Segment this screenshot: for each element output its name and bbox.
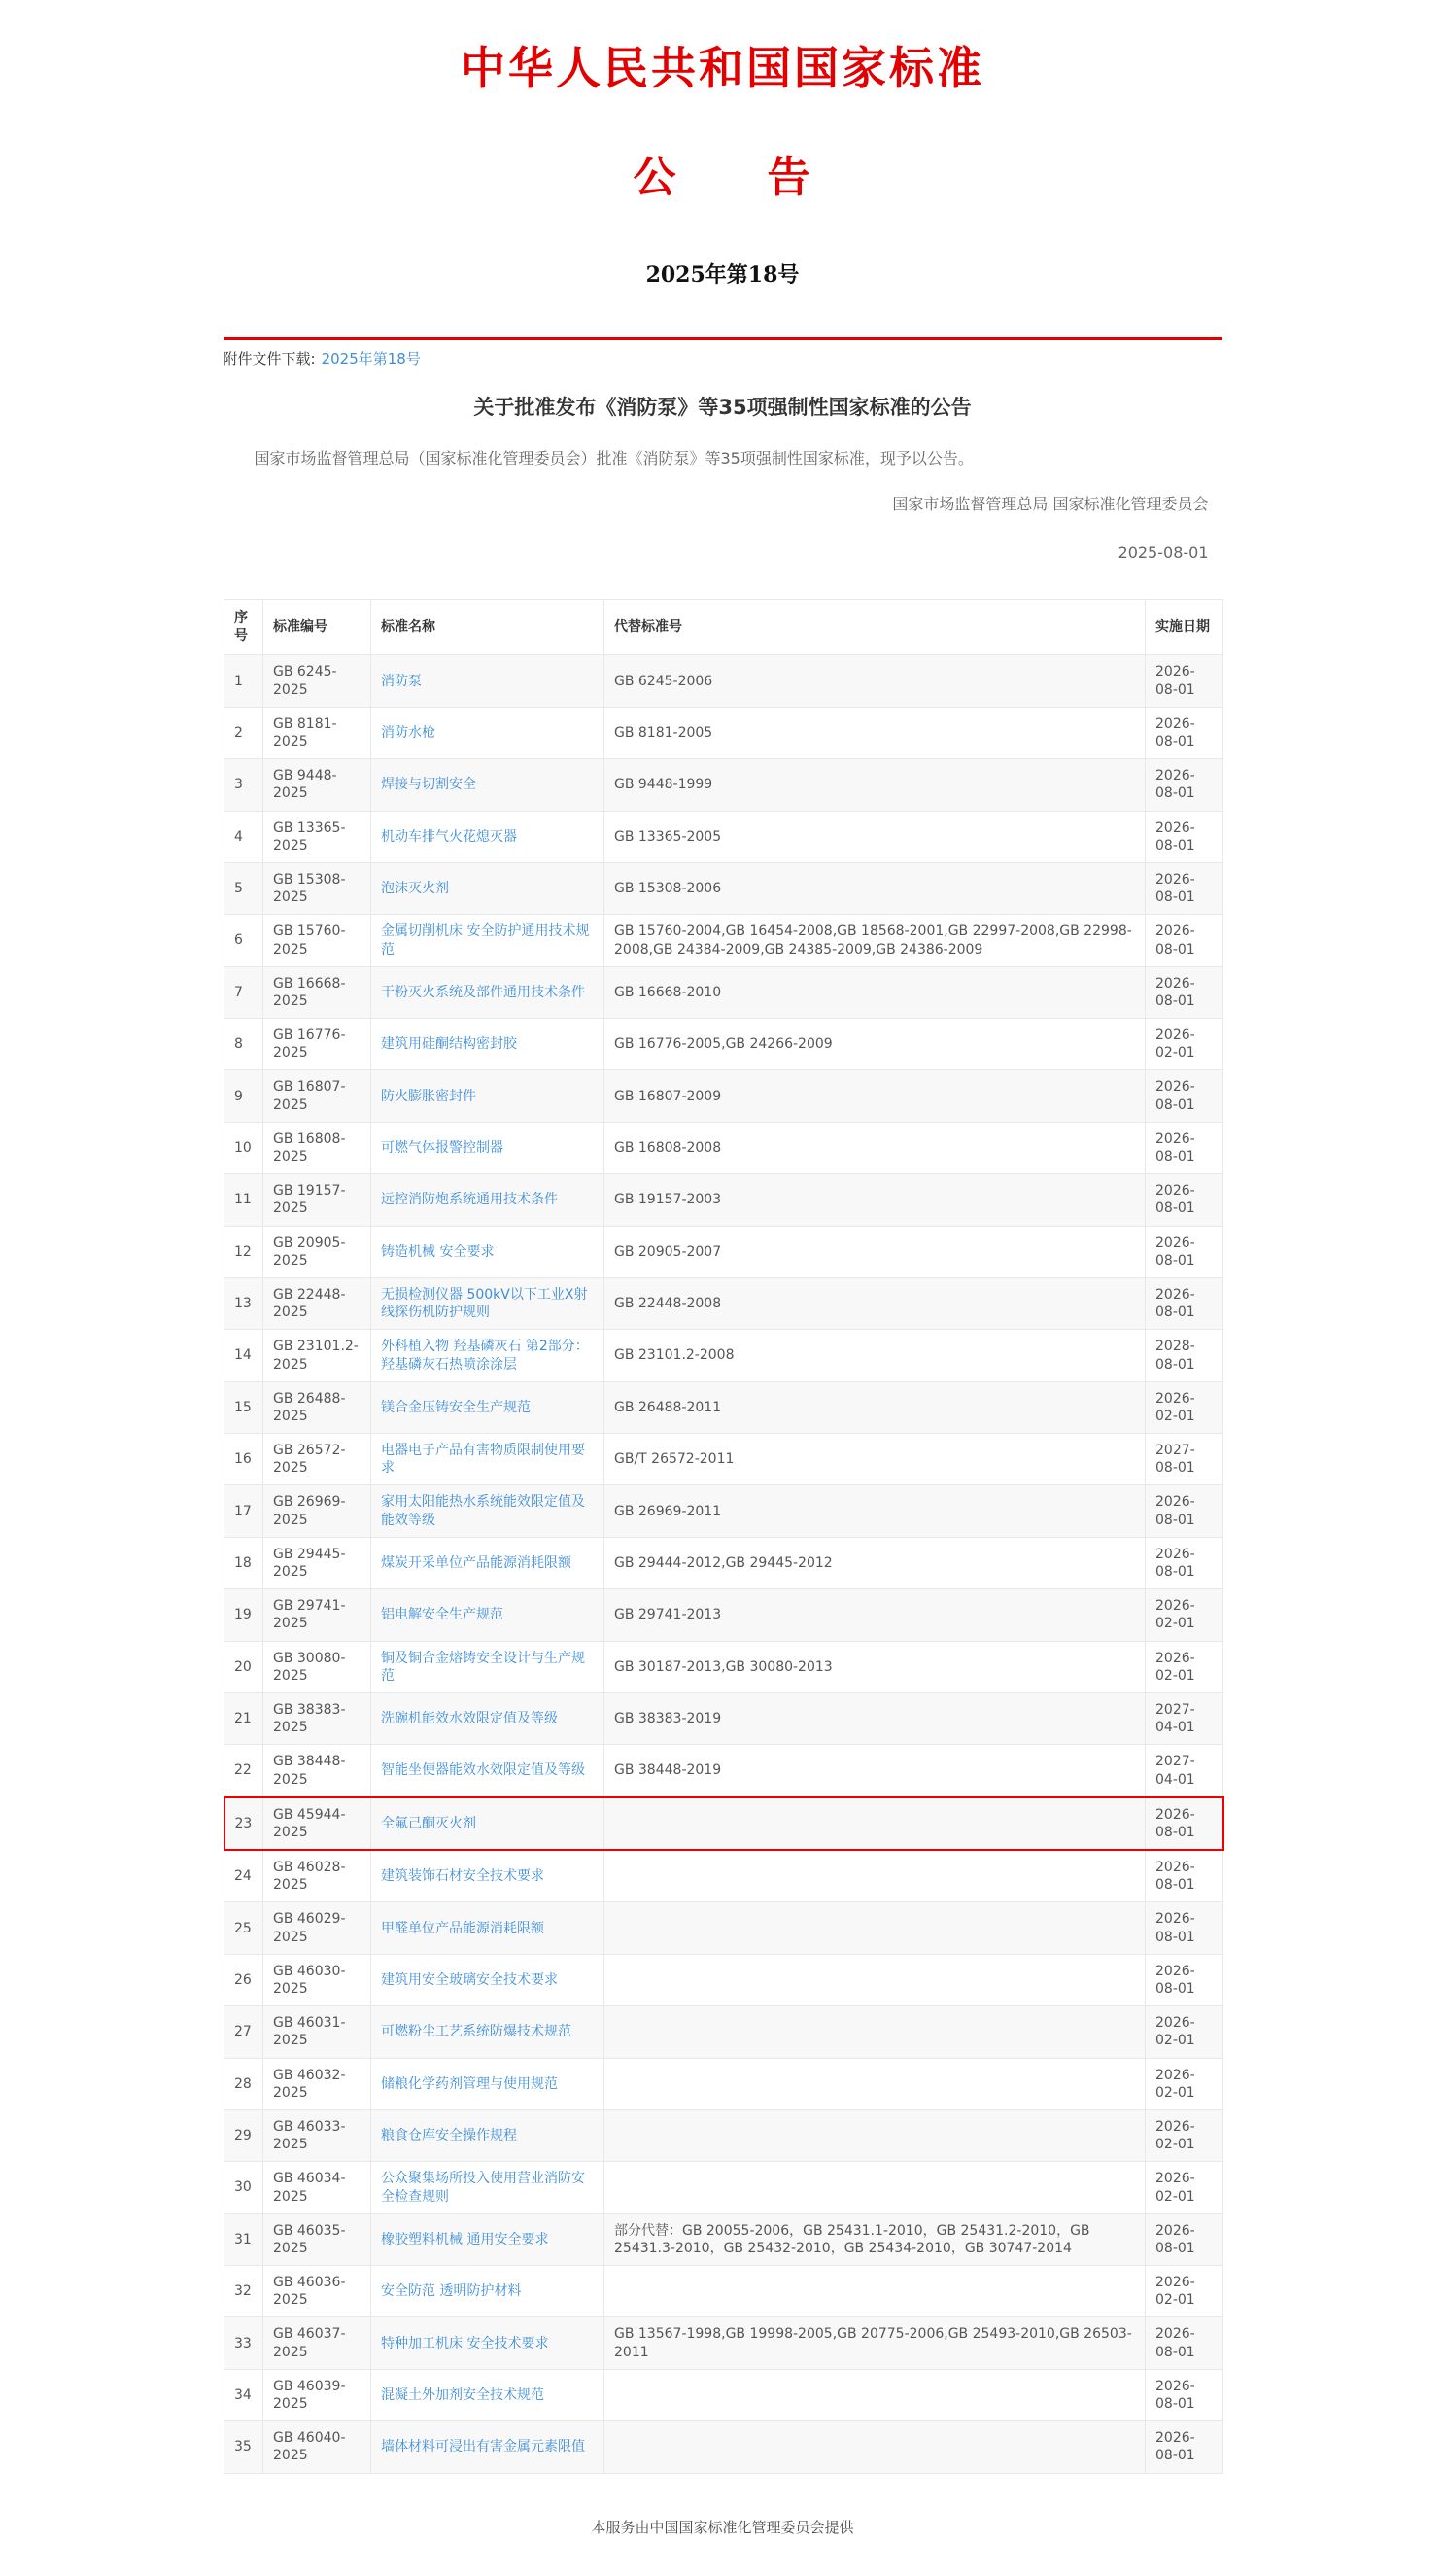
standard-code-cell: GB 15308-2025 [263,862,371,914]
replaced-codes-cell: GB 20905-2007 [604,1226,1146,1277]
notice-body: 国家市场监督管理总局（国家标准化管理委员会）批准《消防泵》等35项强制性国家标准，现予以公告。 [254,448,974,468]
row-index-cell: 1 [224,655,263,707]
standard-name-link[interactable]: 可燃粉尘工艺系统防爆技术规范 [381,2024,571,2040]
page-title: 中华人民共和国国家标准 [461,42,984,94]
standard-name-link[interactable]: 泡沫灭火剂 [381,881,449,897]
standard-name-cell [371,2317,604,2369]
row-index-cell: 32 [224,2266,263,2317]
table-row [224,655,1223,707]
row-index-cell: 5 [224,862,263,914]
standard-name-link[interactable]: 金属切削机床 安全防护通用技术规范 [381,923,590,957]
row-index-cell: 25 [224,1902,263,1954]
row-index-cell: 20 [224,1641,263,1692]
replaced-codes-cell [604,2266,1146,2317]
implementation-date-cell: 2026-08-01 [1146,862,1223,914]
implementation-date-cell: 2026-02-01 [1146,2266,1223,2317]
replaced-codes-cell: GB 16776-2005,GB 24266-2009 [604,1019,1146,1070]
standard-code-cell: GB 46033-2025 [263,2109,371,2161]
attachment-label: 附件文件下载: [223,350,316,367]
row-index-cell: 6 [224,915,263,966]
standard-name-cell [371,655,604,707]
standard-code-cell: GB 46039-2025 [263,2369,371,2420]
replaced-codes-cell [604,2421,1146,2473]
implementation-date-cell: 2026-08-01 [1146,1902,1223,1954]
standard-name-link[interactable]: 干粉灭火系统及部件通用技术条件 [381,984,585,1000]
standard-name-link[interactable]: 镁合金压铸安全生产规范 [381,1399,531,1415]
standard-code-cell: GB 46032-2025 [263,2058,371,2109]
implementation-date-cell: 2026-08-01 [1146,707,1223,758]
standard-code-cell: GB 22448-2025 [263,1277,371,1329]
row-index-cell: 17 [224,1485,263,1537]
standard-name-cell [371,2109,604,2161]
table-row [224,1589,1223,1641]
implementation-date-cell: 2027-04-01 [1146,1692,1223,1744]
replaced-codes-cell: GB 29741-2013 [604,1589,1146,1641]
replaced-codes-cell: GB 6245-2006 [604,655,1146,707]
standards-table-head [224,600,1223,655]
standard-name-link[interactable]: 建筑用安全玻璃安全技术要求 [381,1971,558,1988]
standard-name-cell [371,1797,604,1850]
replaced-codes-cell [604,1850,1146,1902]
replaced-codes-cell: GB 29444-2012,GB 29445-2012 [604,1537,1146,1588]
implementation-date-cell: 2026-02-01 [1146,1641,1223,1692]
implementation-date-cell: 2026-02-01 [1146,1381,1223,1433]
standard-name-cell [371,1589,604,1641]
standard-code-cell: GB 46037-2025 [263,2317,371,2369]
table-row [224,1070,1223,1122]
standard-name-cell [371,1902,604,1954]
table-row [224,1277,1223,1329]
standard-code-cell: GB 6245-2025 [263,655,371,707]
standard-name-link[interactable]: 洗碗机能效水效限定值及等级 [381,1711,558,1727]
implementation-date-cell: 2026-08-01 [1146,915,1223,966]
standard-code-cell: GB 23101.2-2025 [263,1330,371,1381]
announcement-label: 公 告 [633,153,812,202]
standard-name-link[interactable]: 外科植入物 羟基磷灰石 第2部分：羟基磷灰石热喷涂涂层 [381,1339,589,1373]
content-column [224,337,1222,2537]
replaced-codes-cell: GB 8181-2005 [604,707,1146,758]
standard-code-cell: GB 19157-2025 [263,1174,371,1226]
replaced-codes-cell [604,1954,1146,2005]
standard-name-link[interactable]: 机动车排气火花熄灭器 [381,828,517,845]
standard-code-cell: GB 46030-2025 [263,1954,371,2005]
standard-code-cell: GB 38383-2025 [263,1692,371,1744]
table-row [224,2162,1223,2213]
row-index-cell: 12 [224,1226,263,1277]
implementation-date-cell: 2026-08-01 [1146,655,1223,707]
standard-name-cell [371,1226,604,1277]
standard-code-cell: GB 46034-2025 [263,2162,371,2213]
standard-code-cell: GB 38448-2025 [263,1745,371,1797]
replaced-codes-cell [604,2058,1146,2109]
table-row [224,1485,1223,1537]
standard-code-cell: GB 8181-2025 [263,707,371,758]
standard-name-link[interactable]: 橡胶塑料机械 通用安全要求 [381,2231,549,2247]
table-row [224,2421,1223,2473]
row-index-cell: 10 [224,1122,263,1173]
standard-name-link[interactable]: 铝电解安全生产规范 [381,1607,503,1623]
replaced-codes-cell: GB 23101.2-2008 [604,1330,1146,1381]
replaced-codes-cell: GB 16807-2009 [604,1070,1146,1122]
table-row [224,1122,1223,1173]
standard-name-link[interactable]: 特种加工机床 安全技术要求 [381,2335,549,2351]
standard-name-link[interactable]: 储粮化学药剂管理与使用规范 [381,2075,558,2092]
table-row [224,2369,1223,2420]
implementation-date-cell: 2026-08-01 [1146,966,1223,1018]
replaced-codes-cell: GB 19157-2003 [604,1174,1146,1226]
table-row [224,2213,1223,2265]
standard-name-cell [371,1277,604,1329]
table-row [224,1954,1223,2005]
implementation-date-cell: 2026-08-01 [1146,1797,1223,1850]
standard-name-cell [371,1070,604,1122]
table-row-highlighted [224,1797,1223,1850]
document-header [0,33,1445,289]
table-header-row [224,600,1223,655]
standard-name-cell [371,1434,604,1485]
row-index-cell: 13 [224,1277,263,1329]
row-index-cell: 3 [224,759,263,811]
implementation-date-cell: 2026-08-01 [1146,2369,1223,2420]
col-header-replaced: 代替标准号 [604,600,1146,655]
standard-name-cell [371,966,604,1018]
implementation-date-cell: 2026-08-01 [1146,2317,1223,2369]
standard-name-cell [371,915,604,966]
row-index-cell: 23 [224,1797,263,1850]
implementation-date-cell: 2026-02-01 [1146,1019,1223,1070]
standard-name-cell [371,1485,604,1537]
row-index-cell: 28 [224,2058,263,2109]
notice-issuer: 国家市场监督管理总局 国家标准化管理委员会 [892,495,1209,514]
replaced-codes-cell [604,2109,1146,2161]
row-index-cell: 24 [224,1850,263,1902]
standard-code-cell: GB 46031-2025 [263,2006,371,2058]
replaced-codes-cell: GB 13567-1998,GB 19998-2005,GB 20775-2006,GB 25493-2010,GB 26503-2011 [604,2317,1146,2369]
col-header-code: 标准编号 [263,600,371,655]
row-index-cell: 34 [224,2369,263,2420]
standard-code-cell: GB 26572-2025 [263,1434,371,1485]
replaced-codes-cell [604,1902,1146,1954]
row-index-cell: 27 [224,2006,263,2058]
standard-code-cell: GB 46028-2025 [263,1850,371,1902]
table-row [224,1226,1223,1277]
table-row [224,915,1223,966]
standard-name-link[interactable]: 远控消防炮系统通用技术条件 [381,1192,558,1208]
implementation-date-cell: 2026-02-01 [1146,1589,1223,1641]
standard-name-cell [371,707,604,758]
standard-name-cell [371,2266,604,2317]
standard-name-cell [371,1019,604,1070]
col-header-name: 标准名称 [371,600,604,655]
standard-name-cell [371,1641,604,1692]
standard-name-link[interactable]: 全氟己酮灭火剂 [381,1815,476,1831]
standard-name-link[interactable]: 建筑用硅酮结构密封胶 [381,1036,517,1053]
table-row [224,707,1223,758]
standard-name-link[interactable]: 电器电子产品有害物质限制使用要求 [381,1443,585,1477]
table-row [224,2266,1223,2317]
standard-code-cell: GB 15760-2025 [263,915,371,966]
standards-table [224,599,1224,2474]
implementation-date-cell: 2026-08-01 [1146,1537,1223,1588]
implementation-date-cell: 2026-08-01 [1146,2213,1223,2265]
table-row [224,966,1223,1018]
standard-name-cell [371,811,604,862]
standard-code-cell: GB 45944-2025 [263,1797,371,1850]
implementation-date-cell: 2028-08-01 [1146,1330,1223,1381]
replaced-codes-cell: 部分代替：GB 20055-2006，GB 25431.1-2010，GB 25431.2-2010，GB 25431.3-2010，GB 25432-2010，GB 25434-2010，GB 30747-2014 [604,2213,1146,2265]
standard-code-cell: GB 20905-2025 [263,1226,371,1277]
table-row [224,1174,1223,1226]
replaced-codes-cell: GB 9448-1999 [604,759,1146,811]
standard-name-cell [371,1381,604,1433]
row-index-cell: 15 [224,1381,263,1433]
standard-code-cell: GB 30080-2025 [263,1641,371,1692]
standard-name-link[interactable]: 铸造机械 安全要求 [381,1243,495,1260]
table-row [224,1745,1223,1797]
standard-code-cell: GB 26969-2025 [263,1485,371,1537]
standard-name-link[interactable]: 粮食仓库安全操作规程 [381,2128,517,2144]
row-index-cell: 8 [224,1019,263,1070]
standard-code-cell: GB 46040-2025 [263,2421,371,2473]
page-footer [224,2517,1222,2537]
standard-name-cell [371,1745,604,1797]
attachment-link[interactable]: 2025年第18号 [321,350,421,367]
row-index-cell: 21 [224,1692,263,1744]
standard-name-cell [371,862,604,914]
standard-name-cell [371,1174,604,1226]
standard-code-cell: GB 16807-2025 [263,1070,371,1122]
standard-code-cell: GB 26488-2025 [263,1381,371,1433]
standard-name-link[interactable]: 墙体材料可浸出有害金属元素限值 [381,2439,585,2455]
standard-code-cell: GB 46035-2025 [263,2213,371,2265]
table-row [224,2109,1223,2161]
standard-name-cell [371,2421,604,2473]
implementation-date-cell: 2026-08-01 [1146,759,1223,811]
table-row [224,2058,1223,2109]
implementation-date-cell: 2026-08-01 [1146,1070,1223,1122]
replaced-codes-cell: GB 30187-2013,GB 30080-2013 [604,1641,1146,1692]
standard-name-cell [371,1692,604,1744]
standard-code-cell: GB 16808-2025 [263,1122,371,1173]
standard-name-link[interactable]: 铜及铜合金熔铸安全设计与生产规范 [381,1650,585,1684]
implementation-date-cell: 2026-02-01 [1146,2109,1223,2161]
row-index-cell: 33 [224,2317,263,2369]
col-header-index: 序号 [224,600,263,655]
standard-name-link[interactable]: 可燃气体报警控制器 [381,1139,503,1156]
replaced-codes-cell: GB 15308-2006 [604,862,1146,914]
implementation-date-cell: 2026-08-01 [1146,1174,1223,1226]
standard-code-cell: GB 16668-2025 [263,966,371,1018]
standard-name-link[interactable]: 煤炭开采单位产品能源消耗限额 [381,1554,571,1571]
replaced-codes-cell: GB 38448-2019 [604,1745,1146,1797]
table-row [224,1850,1223,1902]
table-row [224,1434,1223,1485]
replaced-codes-cell: GB 16808-2008 [604,1122,1146,1173]
standard-name-cell [371,1330,604,1381]
row-index-cell: 9 [224,1070,263,1122]
standard-name-link[interactable]: 安全防范 透明防护材料 [381,2283,522,2300]
implementation-date-cell: 2026-08-01 [1146,1850,1223,1902]
implementation-date-cell: 2026-08-01 [1146,2421,1223,2473]
standard-code-cell: GB 46036-2025 [263,2266,371,2317]
replaced-codes-cell [604,2162,1146,2213]
implementation-date-cell: 2026-08-01 [1146,1226,1223,1277]
notice-section [224,392,1222,563]
standard-name-cell [371,2369,604,2420]
implementation-date-cell: 2026-08-01 [1146,1954,1223,2005]
table-row [224,2006,1223,2058]
standard-name-link[interactable]: 建筑装饰石材安全技术要求 [381,1868,544,1885]
table-row [224,1692,1223,1744]
standard-code-cell: GB 46029-2025 [263,1902,371,1954]
standard-name-link[interactable]: 甲醛单位产品能源消耗限额 [381,1920,544,1936]
implementation-date-cell: 2026-02-01 [1146,2162,1223,2213]
row-index-cell: 31 [224,2213,263,2265]
standard-name-cell [371,1537,604,1588]
implementation-date-cell: 2026-08-01 [1146,1485,1223,1537]
standard-name-link[interactable]: 焊接与切割安全 [381,777,476,793]
table-row [224,1902,1223,1954]
row-index-cell: 4 [224,811,263,862]
standard-name-link[interactable]: 防火膨胀密封件 [381,1088,476,1104]
implementation-date-cell: 2026-02-01 [1146,2058,1223,2109]
standard-name-cell [371,1122,604,1173]
standard-code-cell: GB 29445-2025 [263,1537,371,1588]
table-row [224,759,1223,811]
replaced-codes-cell: GB 15760-2004,GB 16454-2008,GB 18568-2001,GB 22997-2008,GB 22998-2008,GB 24384-2009,GB 24385-2009,GB 24386-2009 [604,915,1146,966]
implementation-date-cell: 2027-08-01 [1146,1434,1223,1485]
replaced-codes-cell: GB 13365-2005 [604,811,1146,862]
attachment-row [224,348,1222,370]
standard-name-cell [371,2006,604,2058]
row-index-cell: 19 [224,1589,263,1641]
row-index-cell: 16 [224,1434,263,1485]
row-index-cell: 18 [224,1537,263,1588]
standard-name-cell [371,1954,604,2005]
row-index-cell: 22 [224,1745,263,1797]
standard-name-cell [371,2213,604,2265]
row-index-cell: 14 [224,1330,263,1381]
implementation-date-cell: 2026-08-01 [1146,1122,1223,1173]
table-row [224,1019,1223,1070]
replaced-codes-cell: GB 26969-2011 [604,1485,1146,1537]
notice-title: 关于批准发布《消防泵》等35项强制性国家标准的公告 [473,395,972,419]
table-row [224,1537,1223,1588]
row-index-cell: 26 [224,1954,263,2005]
footer-text: 本服务由中国国家标准化管理委员会提供 [591,2518,854,2536]
replaced-codes-cell: GB 22448-2008 [604,1277,1146,1329]
standard-name-link[interactable]: 消防泵 [381,673,422,689]
standard-name-link[interactable]: 智能坐便器能效水效限定值及等级 [381,1762,585,1779]
table-row [224,2317,1223,2369]
standard-name-cell [371,2058,604,2109]
implementation-date-cell: 2026-02-01 [1146,2006,1223,2058]
standard-code-cell: GB 29741-2025 [263,1589,371,1641]
replaced-codes-cell: GB/T 26572-2011 [604,1434,1146,1485]
issue-number: 2025年第18号 [645,262,800,288]
notice-date: 2025-08-01 [1118,543,1209,563]
replaced-codes-cell [604,2369,1146,2420]
replaced-codes-cell: GB 38383-2019 [604,1692,1146,1744]
table-row [224,811,1223,862]
row-index-cell: 7 [224,966,263,1018]
standard-name-link[interactable]: 消防水枪 [381,724,435,741]
standard-code-cell: GB 9448-2025 [263,759,371,811]
implementation-date-cell: 2026-08-01 [1146,1277,1223,1329]
standard-name-cell [371,1850,604,1902]
replaced-codes-cell: GB 16668-2010 [604,966,1146,1018]
standard-name-cell [371,759,604,811]
standard-name-link[interactable]: 无损检测仪器 500kV以下工业X射线探伤机防护规则 [381,1286,588,1321]
replaced-codes-cell [604,2006,1146,2058]
replaced-codes-cell [604,1797,1146,1850]
implementation-date-cell: 2026-08-01 [1146,811,1223,862]
row-index-cell: 29 [224,2109,263,2161]
table-row [224,1381,1223,1433]
standards-table-body [224,655,1223,2473]
standard-code-cell: GB 16776-2025 [263,1019,371,1070]
standard-name-link[interactable]: 公众聚集场所投入使用营业消防安全检查规则 [381,2171,585,2205]
row-index-cell: 11 [224,1174,263,1226]
table-row [224,1641,1223,1692]
row-index-cell: 35 [224,2421,263,2473]
row-index-cell: 30 [224,2162,263,2213]
standard-code-cell: GB 13365-2025 [263,811,371,862]
row-index-cell: 2 [224,707,263,758]
standard-name-link[interactable]: 家用太阳能热水系统能效限定值及能效等级 [381,1494,585,1528]
red-divider [224,337,1222,340]
standard-name-cell [371,2162,604,2213]
table-row [224,1330,1223,1381]
replaced-codes-cell: GB 26488-2011 [604,1381,1146,1433]
standard-name-link[interactable]: 混凝土外加剂安全技术规范 [381,2386,544,2403]
col-header-impl-date: 实施日期 [1146,600,1223,655]
table-row [224,862,1223,914]
implementation-date-cell: 2027-04-01 [1146,1745,1223,1797]
